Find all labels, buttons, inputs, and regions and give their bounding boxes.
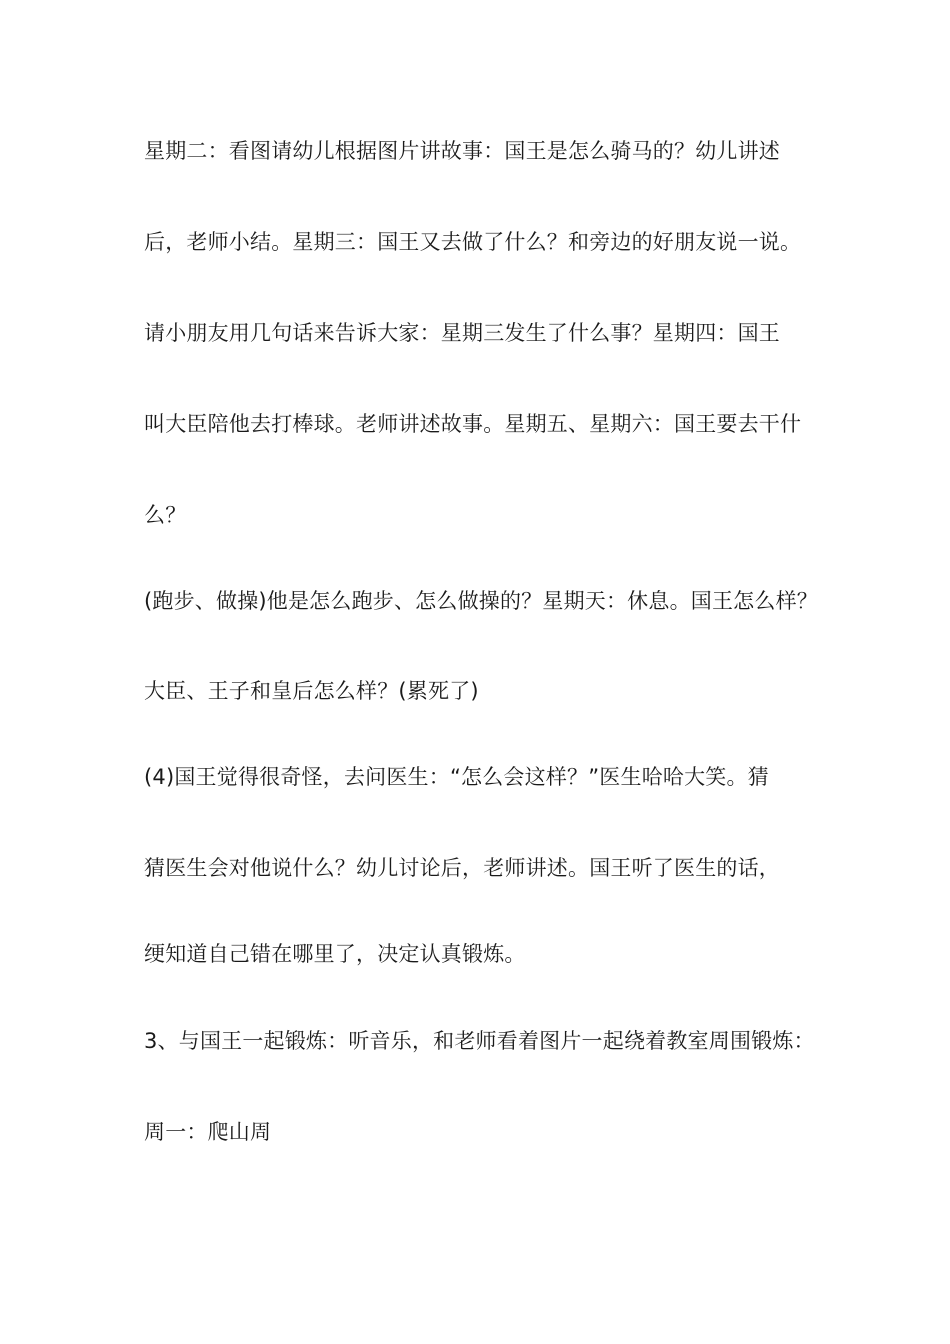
text-line: 么？: [144, 503, 187, 527]
text-line: 3、与国王一起锻炼：听音乐，和老师看着图片一起绕着教室周围锻炼：: [144, 1029, 815, 1053]
text-line: 大臣、王子和皇后怎么样？(累死了): [144, 679, 479, 703]
text-line: 后，老师小结。星期三：国王又去做了什么？和旁边的好朋友说一说。: [144, 230, 802, 254]
text-line: 绠知道自己错在哪里了，决定认真锻炼。: [144, 942, 526, 966]
text-line: (4)国王觉得很奇怪，去问医生：“怎么会这样？”医生哈哈大笑。猜: [144, 765, 769, 789]
text-line: 星期二：看图请幼儿根据图片讲故事：国王是怎么骑马的？幼儿讲述: [144, 139, 780, 163]
text-line: 周一：爬山周: [144, 1120, 272, 1144]
text-line: 请小朋友用几句话来告诉大家：星期三发生了什么事？星期四：国王: [144, 321, 780, 345]
text-line: 猜医生会对他说什么？幼儿讨论后，老师讲述。国王听了医生的话，: [144, 856, 780, 880]
text-line: 叫大臣陪他去打棒球。老师讲述故事。星期五、星期六：国王要去干什: [144, 412, 802, 436]
text-line: (跑步、做操)他是怎么跑步、怎么做操的？星期天：休息。国王怎么样？: [144, 589, 818, 613]
